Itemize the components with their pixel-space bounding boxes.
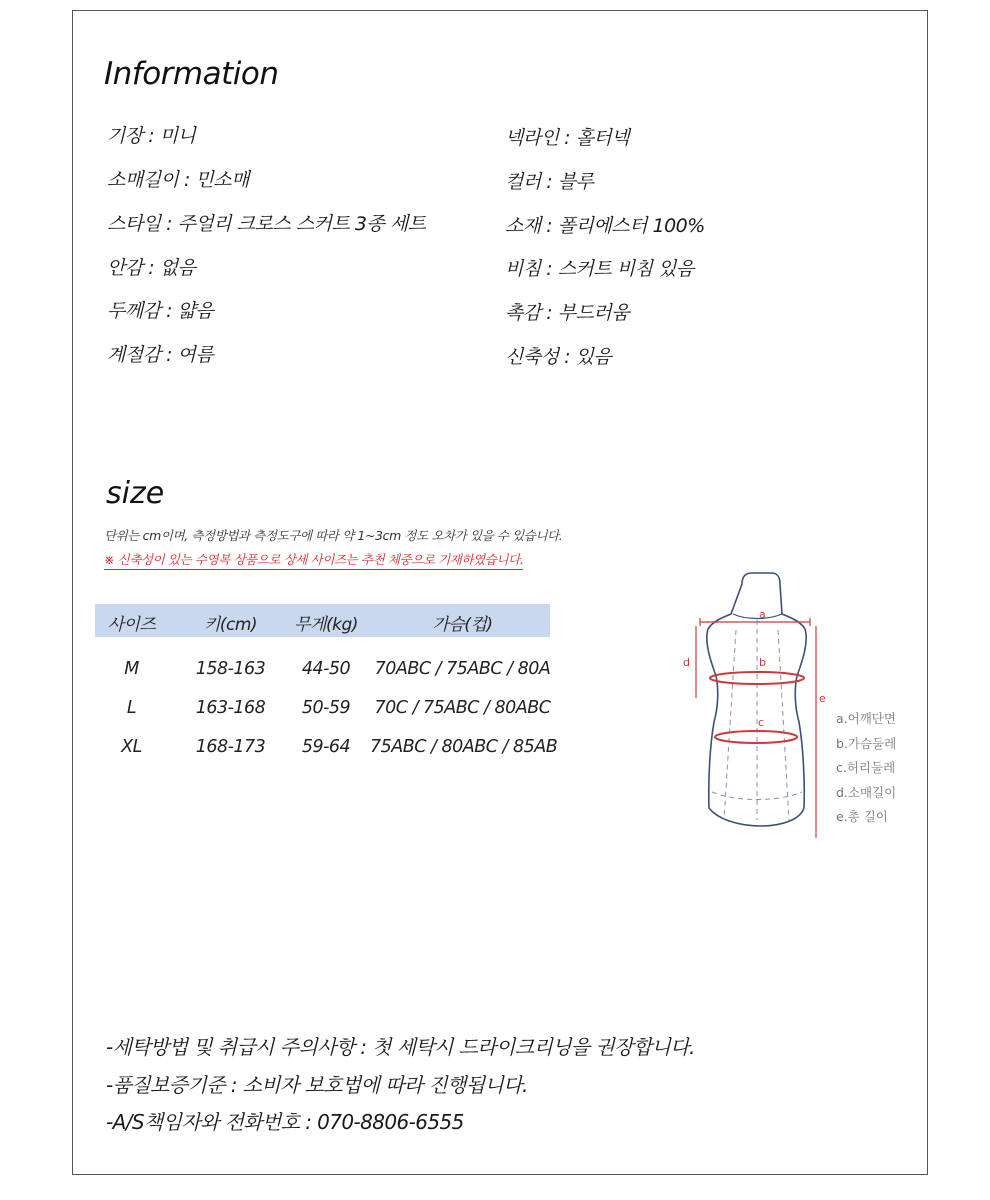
info-lining: 안감 : 없음 [107,257,196,279]
info-thickness: 두께감 : 얇음 [107,300,214,322]
info-stretch: 신축성 : 있음 [505,346,612,368]
cell-weight: 44-50 [301,659,351,679]
header-bust: 가슴(컵) [432,615,493,635]
quality-standard: -품질보증기준 : 소비자 보호법에 따라 진행됩니다. [106,1073,528,1097]
as-contact: -A/S책임자와 전화번호 : 070-8806-6555 [106,1110,464,1134]
marker-e: e [819,692,826,705]
princess-seam-left [724,630,736,820]
marker-a: a [759,608,766,621]
info-color: 컬러 : 블루 [505,171,594,193]
cell-weight: 59-64 [301,737,351,757]
info-sheerness: 비침 : 스커트 비침 있음 [505,258,694,280]
table-row [95,649,550,688]
table-row [95,688,550,727]
info-material: 소재 : 폴리에스터 100% [505,215,705,237]
header-weight: 무게(kg) [294,615,358,635]
info-texture: 촉감 : 부드러움 [505,302,630,324]
neck-base [733,614,782,619]
info-style: 스타일 : 주얼리 크로스 스커트 3종 세트 [107,213,426,235]
marker-b: b [759,656,766,669]
size-table-header [95,604,550,637]
princess-seam-right [778,630,789,820]
cell-bust: 75ABC / 80ABC / 85AB [370,737,558,757]
cell-bust: 70ABC / 75ABC / 80A [374,659,551,679]
mannequin-outline [707,573,806,826]
info-neckline: 넥라인 : 홀터넥 [505,127,630,149]
care-instructions: -세탁방법 및 취급시 주의사항 : 첫 세탁시 드라이크리닝을 권장합니다. [106,1035,695,1059]
table-row [95,727,558,766]
cell-height: 168-173 [195,737,266,757]
legend-shoulder: a.어깨단면 [836,711,896,726]
legend-waist: c.허리둘레 [836,760,896,775]
marker-d: d [683,656,690,669]
cell-weight: 50-59 [301,698,351,718]
size-warning-note: ※ 신축성이 있는 수영복 상품으로 상세 사이즈는 추천 체중으로 기재하였습니다. [104,550,523,570]
size-unit-note: 단위는 cm이며, 측정방법과 측정도구에 따라 약 1~3cm 정도 오차가 있을 수 있습니다. [104,528,563,543]
legend-sleeve: d.소매길이 [836,785,897,800]
cell-size: M [124,659,139,679]
header-height: 키(cm) [203,615,258,635]
legend-chest: b.가슴둘레 [836,736,897,751]
cell-size: L [126,698,137,718]
information-title: Information [104,56,279,92]
size-title: size [106,476,165,511]
cell-bust: 70C / 75ABC / 80ABC [374,698,551,718]
size-table [95,604,558,766]
marker-c: c [758,716,765,729]
info-length: 기장 : 미니 [107,125,196,147]
cell-height: 163-168 [195,698,266,718]
cell-height: 158-163 [195,659,266,679]
info-season: 계절감 : 여름 [107,344,214,366]
legend-total-length: e.총 길이 [836,809,888,824]
waist-measure-ellipse [715,731,797,743]
mannequin-diagram [676,570,916,845]
cell-size: XL [121,737,142,757]
info-sleeve-length: 소매길이 : 민소매 [107,169,249,191]
header-size: 사이즈 [107,615,156,635]
